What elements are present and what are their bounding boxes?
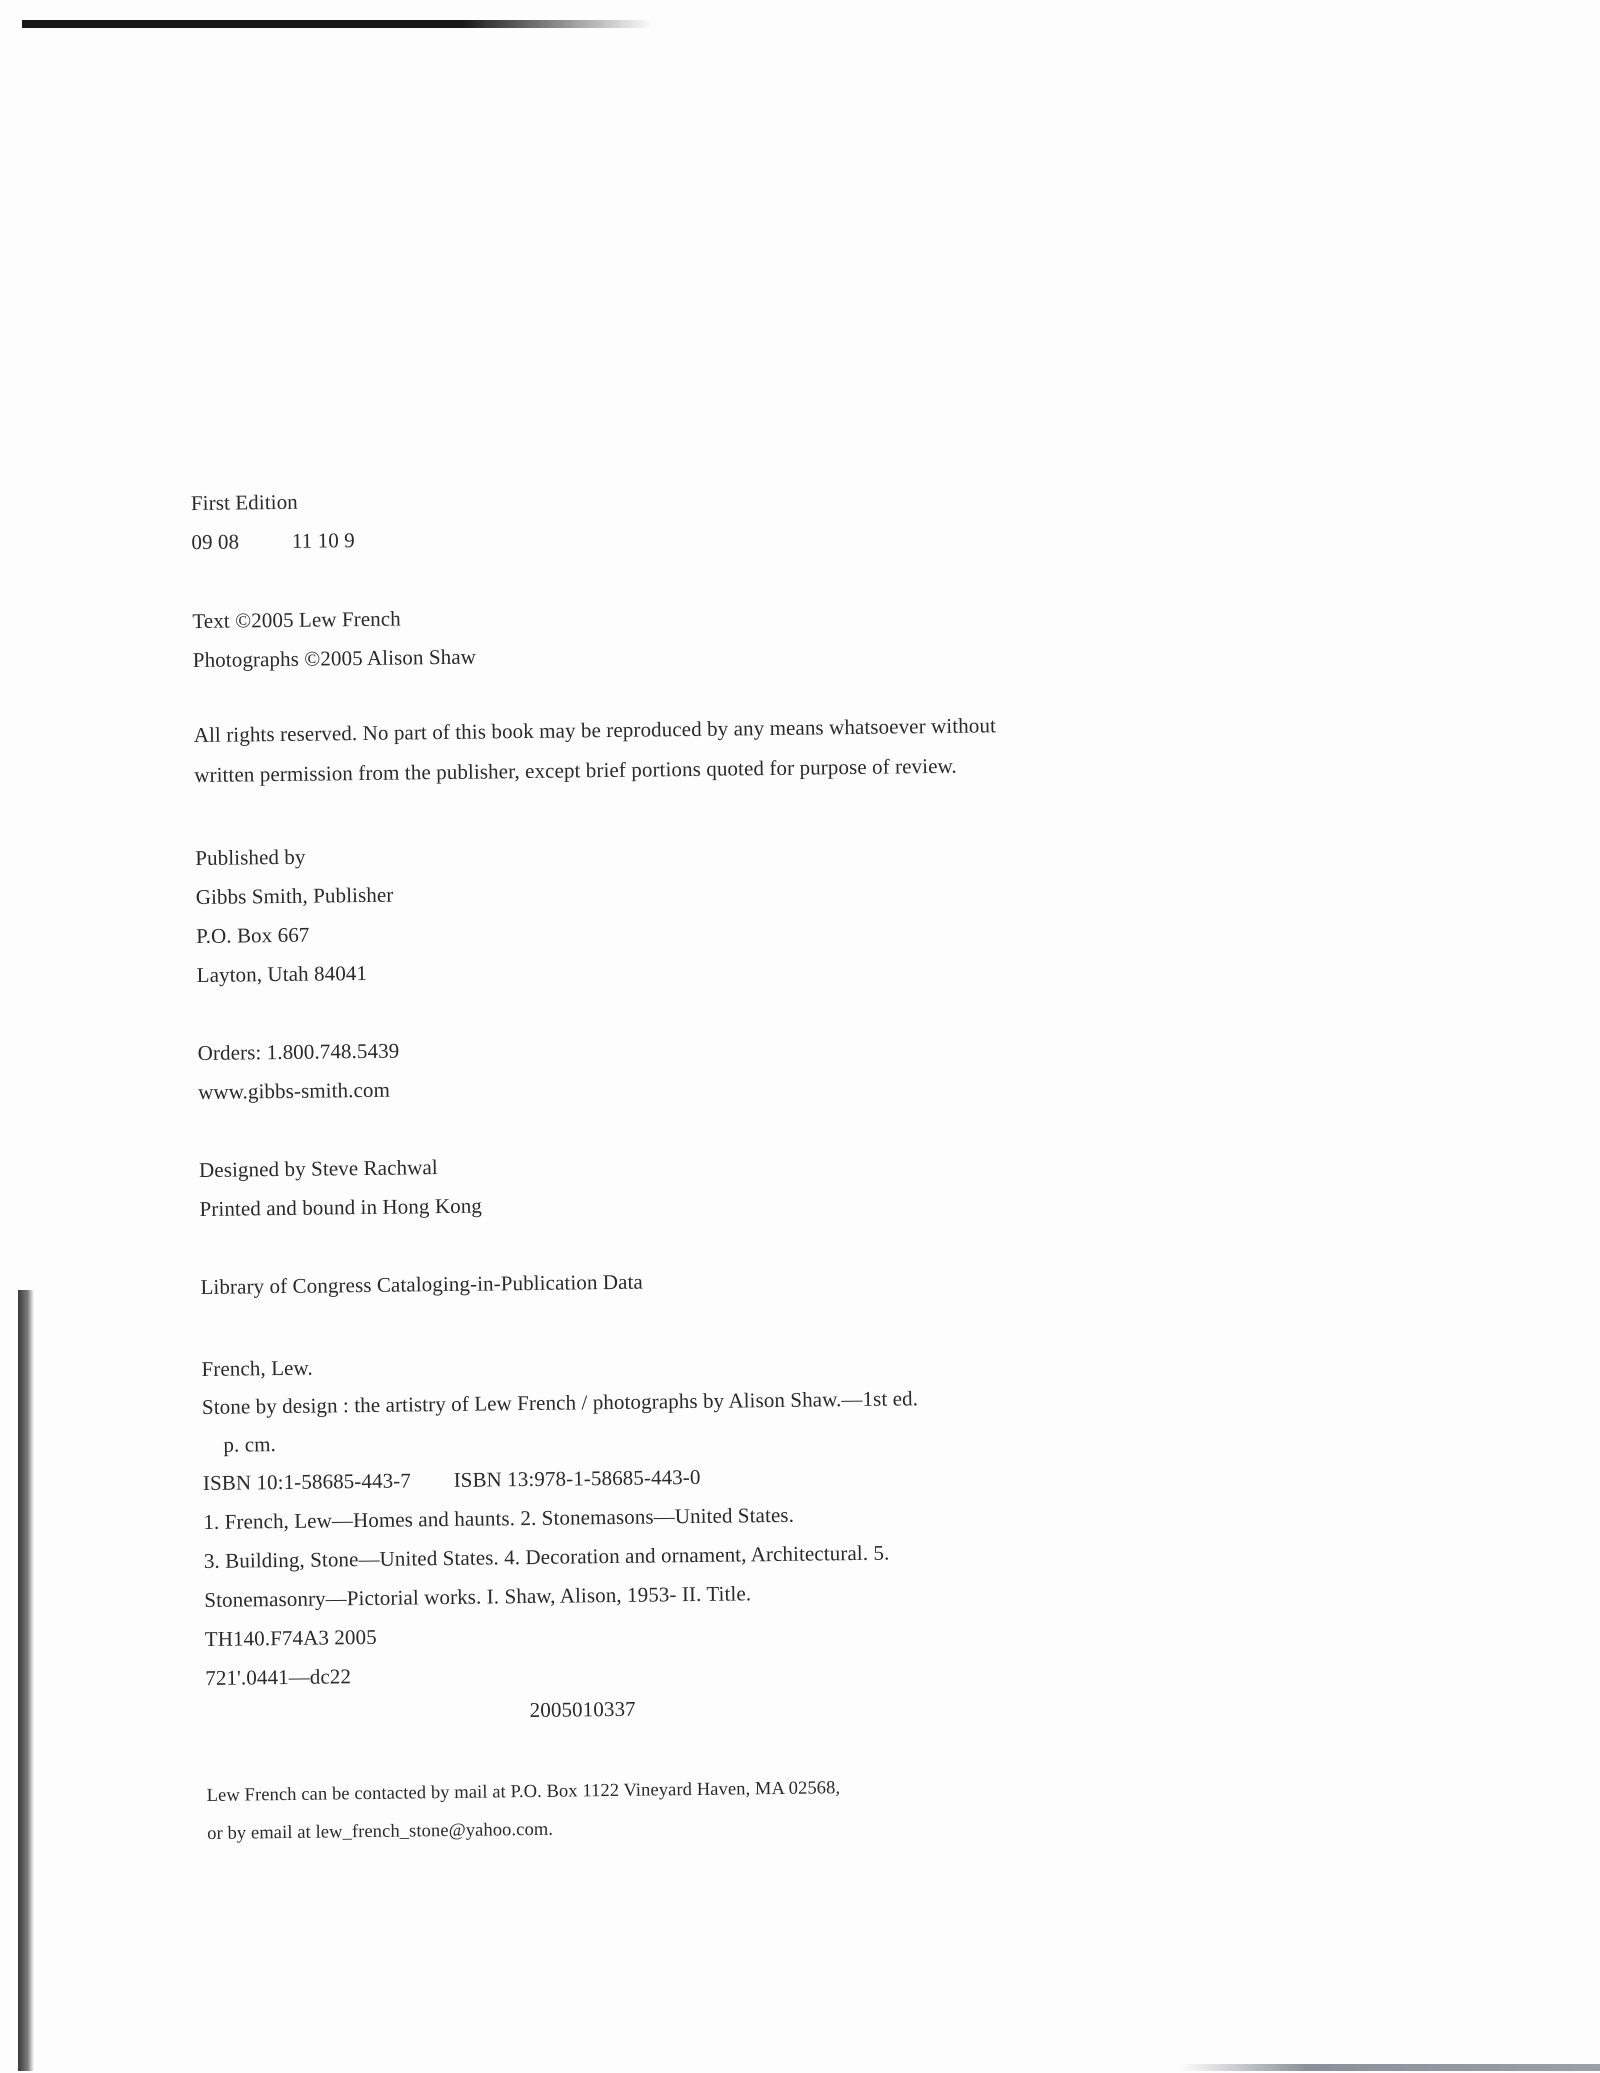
printing-years: 09 08 xyxy=(191,529,240,555)
publisher-website: www.gibbs-smith.com xyxy=(197,1077,391,1105)
cip-call-number: TH140.F74A3 2005 xyxy=(204,1624,377,1651)
printing-line xyxy=(191,527,355,555)
cip-isbn-line xyxy=(203,1464,701,1496)
cip-author: French, Lew. xyxy=(201,1355,313,1382)
photographs-copyright: Photographs ©2005 Alison Shaw xyxy=(192,644,477,673)
cip-title: Stone by design : the artistry of Lew French / photographs by Alison Shaw.—1st ed. xyxy=(201,1386,919,1420)
scan-bottom-edge xyxy=(1180,2064,1600,2071)
contact-line-2: or by email at lew_french_stone@yahoo.com. xyxy=(207,1819,554,1844)
designer-credit: Designed by Steve Rachwal xyxy=(198,1155,438,1183)
contact-line-1: Lew French can be contacted by mail at P.O. Box 1122 Vineyard Haven, MA 02568, xyxy=(206,1778,841,1806)
rights-line-1: All rights reserved. No part of this book may be reproduced by any means whatsoever without xyxy=(193,713,997,748)
printing-numbers: 11 10 9 xyxy=(291,528,355,553)
cip-pages: p. cm. xyxy=(223,1432,277,1457)
cip-lccn: 2005010337 xyxy=(529,1696,636,1723)
publisher-po-box: P.O. Box 667 xyxy=(196,922,310,949)
text-copyright: Text ©2005 Lew French xyxy=(192,606,401,634)
cip-subjects-3: Stonemasonry—Pictorial works. I. Shaw, Alison, 1953- II. Title. xyxy=(204,1581,752,1612)
rights-line-2: written permission from the publisher, except brief portions quoted for purpose of review. xyxy=(194,753,957,788)
edition-label: First Edition xyxy=(190,489,298,516)
cip-subjects-1: 1. French, Lew—Homes and haunts. 2. Stonemasons—United States. xyxy=(203,1502,795,1534)
printed-credit: Printed and bound in Hong Kong xyxy=(199,1193,483,1222)
cip-dewey: 721'.0441—dc22 xyxy=(205,1664,352,1690)
publisher-name: Gibbs Smith, Publisher xyxy=(195,882,394,910)
orders-phone: Orders: 1.800.748.5439 xyxy=(197,1038,400,1066)
cip-heading: Library of Congress Cataloging-in-Publication Data xyxy=(200,1269,644,1300)
published-by-label: Published by xyxy=(195,844,306,871)
publisher-city: Layton, Utah 84041 xyxy=(196,960,368,988)
cip-subjects-2: 3. Building, Stone—United States. 4. Decoration and ornament, Architectural. 5. xyxy=(203,1540,890,1573)
cip-isbn13: ISBN 13:978-1-58685-443-0 xyxy=(453,1464,701,1492)
cip-isbn10: ISBN 10:1-58685-443-7 xyxy=(202,1468,412,1495)
